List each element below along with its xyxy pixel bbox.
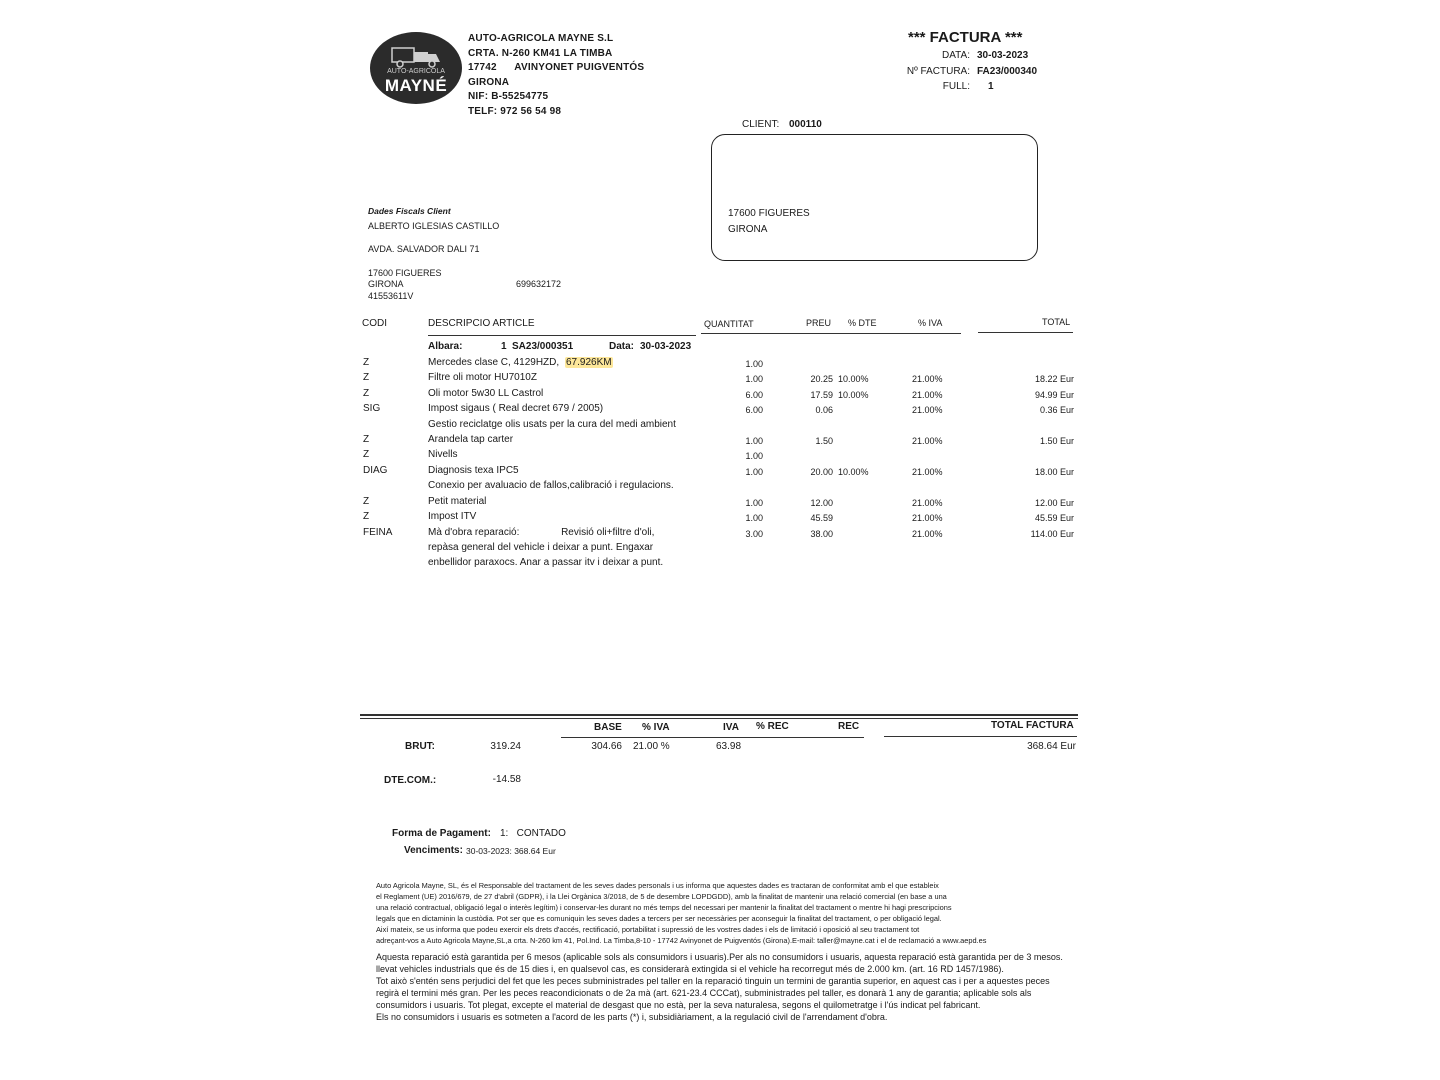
line-code: Z [363, 511, 370, 522]
invoice-total: 368.64 Eur [1027, 741, 1076, 752]
table-row [0, 496, 1440, 512]
line-total: 0.36 Eur [1039, 405, 1074, 415]
total-header-rule [884, 736, 1077, 737]
invoice-number: FA23/000340 [977, 66, 1038, 77]
header-quantity: QUANTITAT [704, 319, 754, 329]
line-quantity: 6.00 [745, 405, 763, 415]
totals-header-rec-pct: % REC [756, 721, 789, 732]
albara-number: 1 [501, 341, 507, 352]
line-price: 1.50 [815, 436, 833, 446]
vat-value: 63.98 [716, 741, 742, 752]
header-vat: % IVA [918, 318, 943, 328]
line-code: FEINA [363, 527, 393, 538]
legal-line: una relació contractual, obligació legal o interès legítim) i conservar-les durant no més temps del necessari per mantenir la finalitat del tractament o mentre hi hagi prescripcions [376, 903, 952, 912]
guarantee-line: Tot això s'entén sens perjudici del fet que les peces subministrades pel taller en la reparació tinguin un termini de garantia superior, en aquest cas i per a aquestes peces [376, 976, 1050, 987]
line-vat: 21.00% [912, 467, 943, 477]
totals-rule-thin [360, 718, 1078, 719]
line-description: Mà d'obra reparació: Revisió oli+filtre d'oli, [428, 527, 655, 538]
totals-header-vat-pct: % IVA [642, 722, 670, 733]
line-total: 45.59 Eur [1034, 513, 1074, 523]
header-code: CODI [362, 318, 387, 329]
line-price: 12.00 [810, 498, 833, 508]
legal-line: Així mateix, se us informa que podeu exercir els drets d'accés, rectificació, portabilitat i supressió de les vostres dades i els de limitació i oposició al seu tractament tot [376, 925, 920, 934]
company-name: AUTO-AGRICOLA MAYNE S.L [468, 33, 614, 44]
line-vat: 21.00% [912, 436, 943, 446]
header-rule-total [978, 332, 1073, 333]
line-total: 18.00 Eur [1034, 467, 1074, 477]
fiscal-name: ALBERTO IGLESIAS CASTILLO [368, 221, 500, 231]
guarantee-line: Aquesta reparació està garantida per 6 mesos (aplicable sols als consumidors i usuaris).Per als no consumidors i usuaris, aquesta reparació està garantida per de 3 mesos. [376, 952, 1063, 962]
company-province: GIRONA [468, 76, 510, 88]
company-phone: TELF: 972 56 54 98 [468, 105, 562, 117]
line-description: Petit material [428, 496, 487, 507]
header-total: TOTAL [1042, 317, 1071, 327]
line-description: Conexio per avaluacio de fallos,calibració i regulacions. [428, 480, 674, 491]
line-quantity: 1.00 [745, 467, 763, 477]
table-row [0, 527, 1440, 543]
line-quantity: 1.00 [745, 451, 763, 461]
table-row [0, 480, 1440, 496]
line-total: 114.00 Eur [1030, 529, 1074, 539]
line-description: Arandela tap carter [428, 434, 514, 445]
line-code: Z [363, 434, 370, 445]
company-nif: NIF: B-55254775 [468, 91, 549, 103]
line-quantity: 1.00 [745, 498, 763, 508]
line-code: SIG [363, 403, 381, 414]
line-total: 1.50 Eur [1039, 436, 1074, 446]
totals-header-rec: REC [838, 721, 860, 732]
line-discount: 10.00% [838, 390, 869, 400]
line-price: 17.59 [810, 390, 833, 400]
totals-header-rule [561, 737, 864, 738]
table-row [0, 372, 1440, 388]
line-price: 0.06 [815, 405, 833, 415]
header-rule-middle [701, 333, 961, 334]
totals-header-vat: IVA [723, 722, 739, 733]
line-code: Z [363, 388, 370, 399]
fiscal-province: GIRONA [368, 279, 404, 289]
client-number: 000110 [789, 119, 822, 130]
due-value: 30-03-2023: 368.64 Eur [466, 846, 556, 856]
line-code: Z [363, 372, 370, 383]
line-description: repàsa general del vehicle i deixar a punt. Engaxar [428, 542, 654, 553]
header-discount: % DTE [848, 318, 877, 328]
legal-notice [376, 880, 986, 946]
payment-method: 1: CONTADO [500, 828, 566, 839]
invoice-title: *** FACTURA *** [908, 29, 1023, 46]
line-code: Z [363, 449, 370, 460]
table-row [0, 357, 1440, 373]
address-city: 17600 FIGUERES [728, 208, 810, 219]
invoice-number-label: Nº FACTURA: [906, 66, 970, 77]
table-row [0, 557, 1440, 573]
table-row [0, 542, 1440, 558]
table-row [0, 419, 1440, 435]
invoice-sheet-label: FULL: [942, 81, 970, 92]
table-row [0, 434, 1440, 450]
line-vat: 21.00% [912, 529, 943, 539]
client-label: CLIENT: [742, 119, 780, 130]
fiscal-city: 17600 FIGUERES [368, 268, 442, 278]
tractor-icon [390, 44, 442, 68]
line-total: 94.99 Eur [1034, 390, 1074, 400]
line-description: Nivells [428, 449, 458, 460]
albara-date-label: Data: [609, 341, 635, 352]
line-description: Impost sigaus ( Real decret 679 / 2005) [428, 403, 604, 414]
company-road: CRTA. N-260 KM41 LA TIMBA [468, 47, 613, 59]
line-description: Impost ITV [428, 511, 477, 522]
logo-small-text: AUTO-AGRICOLA [387, 68, 445, 75]
totals-header-total: TOTAL FACTURA [991, 720, 1074, 731]
base-value: 304.66 [591, 741, 622, 752]
logo-brand: MAYNÉ [384, 76, 448, 95]
line-vat: 21.00% [912, 405, 943, 415]
table-row [0, 511, 1440, 527]
guarantee-line: Els no consumidors i usuaris es sotmeten a l'acord de les parts (*) i, subsidiàriament, a la regulació civil de l'arrendament d'obra. [376, 1012, 888, 1023]
discount-label: DTE.COM.: [384, 775, 437, 786]
discount-value: -14.58 [492, 774, 521, 785]
line-code: Z [363, 357, 370, 368]
legal-line: adreçant-vos a Auto Agricola Mayne,SL,a crta. N-260 km 41, Pol.Ind. La Timba,8-10 - 17742 Avinyonet de Puigventós (Girona).E-mail: taller@mayne.cat i el de reclamació a www.aepd.es [376, 936, 987, 945]
company-city: 17742 AVINYONET PUIGVENTÓS [468, 62, 645, 74]
table-row [0, 403, 1440, 419]
payment-label: Forma de Pagament: [392, 828, 491, 839]
line-discount: 10.00% [838, 374, 869, 384]
invoice-date: 30-03-2023 [977, 50, 1029, 61]
legal-line: legals que en dictaminin la custòdia. Pot ser que es comuniquin les seves dades a tercers per ser necessàries per aconseguir la finalitat del tractament, o per obligació legal. [376, 914, 942, 923]
mileage-highlight: 67.926KM [566, 357, 612, 368]
line-code: Z [363, 496, 370, 507]
invoice-sheet: 1 [988, 81, 994, 92]
albara-date: 30-03-2023 [640, 341, 692, 352]
guarantee-line: consumidors i usuaris. Tot plegat, excepte el material de desgast que no està, per la seva naturalesa, segons el quilometratge i l'ús indicat pel fabricant. [376, 1000, 981, 1011]
address-province: GIRONA [728, 224, 768, 235]
guarantee-line: llevat vehicles industrials que és de 15 dies i, en qualsevol cas, es considerarà extingida si el vehicle ha recorregut més de 2.000 km. (art. 16 RD 1457/1986). [376, 964, 1004, 975]
table-row [0, 388, 1440, 404]
header-rule-desc [428, 335, 696, 336]
vat-pct-value: 21.00 % [633, 741, 670, 752]
line-price: 20.00 [810, 467, 833, 477]
brut-value: 319.24 [490, 741, 521, 752]
line-description: Gestio reciclatge olis usats per la cura del medi ambient [428, 419, 676, 430]
line-description: Oli motor 5w30 LL Castrol [428, 388, 544, 399]
line-quantity: 3.00 [745, 529, 763, 539]
fiscal-phone: 699632172 [516, 279, 562, 289]
line-description: Filtre oli motor HU7010Z [428, 372, 537, 383]
address-box [711, 134, 1038, 261]
header-description: DESCRIPCIO ARTICLE [428, 318, 535, 329]
fiscal-street: AVDA. SALVADOR DALI 71 [368, 244, 480, 254]
line-vat: 21.00% [912, 513, 943, 523]
line-code: DIAG [363, 465, 388, 476]
table-row [0, 465, 1440, 481]
header-price: PREU [806, 318, 832, 328]
line-vat: 21.00% [912, 374, 943, 384]
guarantee-line: regirà el termini més gran. Per les peces reacondicionats o de 2a mà (art. 621-23.4 CCCat), subministrades pel taller, es donarà 1 any de garantia; aplicable sols als [376, 988, 1032, 999]
due-label: Venciments: [404, 845, 463, 856]
line-quantity: 1.00 [745, 436, 763, 446]
totals-rule-thick [360, 714, 1078, 716]
invoice-date-label: DATA: [942, 50, 970, 61]
brut-label: BRUT: [405, 741, 435, 752]
line-quantity: 1.00 [745, 359, 763, 369]
fiscal-heading: Dades Fiscals Client [368, 206, 451, 216]
table-row [0, 449, 1440, 465]
line-price: 38.00 [810, 529, 833, 539]
line-description: Diagnosis texa IPC5 [428, 465, 519, 476]
legal-line: el Reglament (UE) 2016/679, de 27 d'abril (GDPR), i la Llei Orgànica 3/2018, de 5 de desembre LOPDGDD), amb la finalitat de mantenir una relació comercial (en base a una [376, 892, 947, 901]
line-discount: 10.00% [838, 467, 869, 477]
line-vat: 21.00% [912, 498, 943, 508]
totals-header-base: BASE [594, 722, 622, 733]
albara-label: Albara: [428, 341, 463, 352]
line-quantity: 1.00 [745, 374, 763, 384]
line-price: 45.59 [810, 513, 833, 523]
line-total: 12.00 Eur [1034, 498, 1074, 508]
line-price: 20.25 [810, 374, 833, 384]
legal-line: Auto Agricola Mayne, SL, és el Responsable del tractament de les seves dades personals i us informa que aquestes dades es tractaran de conformitat amb el que estableix [376, 881, 939, 890]
line-quantity: 1.00 [745, 513, 763, 523]
guarantee-notice [376, 951, 1063, 1024]
line-quantity: 6.00 [745, 390, 763, 400]
line-description: enbellidor paraxocs. Anar a passar itv i deixar a punt. [428, 557, 664, 568]
company-info [468, 32, 644, 120]
albara-reference: SA23/000351 [512, 341, 574, 352]
fiscal-nif: 41553611V [368, 291, 414, 301]
company-logo [370, 32, 462, 104]
line-total: 18.22 Eur [1034, 374, 1074, 384]
line-description: Mercedes clase C, 4129HZD, [428, 357, 560, 368]
line-vat: 21.00% [912, 390, 943, 400]
